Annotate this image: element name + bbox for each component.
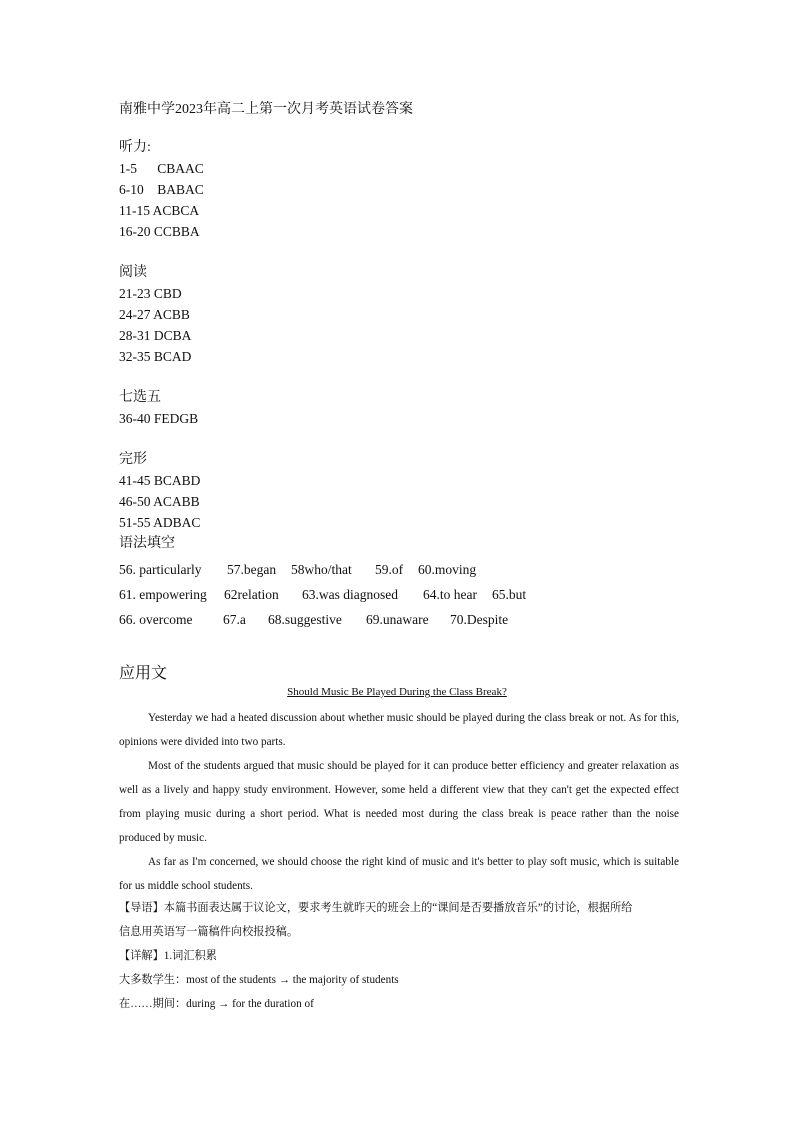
vocab-item: 大多数学生：most of the students → the majority of students — [119, 974, 399, 986]
answer-row: 1-5 CBAAC — [119, 161, 204, 176]
listening-heading: 听力: — [119, 140, 151, 155]
grammar-answer: 60.moving — [418, 562, 477, 577]
seven-five-section — [119, 387, 198, 429]
answer-row: 6-10 BABAC — [119, 182, 204, 197]
answer-row: 32-35 BCAD — [119, 349, 192, 364]
grammar-answer: 66. overcome — [119, 612, 193, 627]
grammar-answer: 63.was diagnosed — [302, 587, 398, 602]
grammar-answer: 68.suggestive — [268, 612, 342, 627]
essay-title: Should Music Be Played During the Class Break? — [287, 686, 507, 698]
answer-row: 46-50 ACABB — [119, 494, 200, 509]
grammar-answer: 64.to hear — [423, 587, 477, 602]
essay-paragraph: As far as I'm concerned, we should choose the right kind of music and it's better to play soft music, which is suitable for us middle school students. — [119, 856, 679, 892]
guide-text: 信息用英语写一篇稿件向校报投稿。 — [119, 926, 299, 938]
grammar-answer: 69.unaware — [366, 612, 429, 627]
grammar-answer: 59.of — [375, 562, 404, 577]
grammar-answer: 58who/that — [291, 562, 352, 577]
answer-row: 41-45 BCABD — [119, 473, 201, 488]
detail-heading: 【详解】1.词汇积累 — [119, 950, 217, 962]
writing-heading: 应用文 — [119, 665, 168, 682]
reading-heading: 阅读 — [119, 265, 147, 280]
grammar-answer: 62relation — [224, 587, 279, 602]
vocab-item: 在……期间：during → for the duration of — [119, 998, 314, 1010]
grammar-answer: 56. particularly — [119, 562, 202, 577]
essay-paragraph: Yesterday we had a heated discussion about whether music should be played during the class break or not. As for this, opinions were divided into two parts. — [119, 712, 679, 748]
cloze-section — [119, 449, 200, 554]
answer-row: 16-20 CCBBA — [119, 224, 200, 239]
grammar-answer: 61. empowering — [119, 587, 207, 602]
essay-body — [119, 706, 679, 898]
listening-section — [119, 137, 204, 242]
reading-section — [119, 262, 191, 367]
answer-row: 36-40 FEDGB — [119, 411, 199, 426]
cloze-heading: 完形 — [119, 452, 147, 467]
seven-five-heading: 七选五 — [119, 390, 161, 405]
grammar-heading: 语法填空 — [119, 536, 175, 551]
answer-row: 28-31 DCBA — [119, 328, 192, 343]
grammar-answer: 57.began — [227, 562, 277, 577]
grammar-answer: 65.but — [492, 587, 527, 602]
page-title: 南雅中学2023年高二上第一次月考英语试卷答案 — [119, 102, 413, 117]
grammar-answer: 70.Despite — [450, 612, 509, 627]
answer-row: 51-55 ADBAC — [119, 515, 201, 530]
essay-paragraph: Most of the students argued that music should be played for it can produce better efficiency and greater relaxation as well as a lively and happy study environment. However, some held a different view that they can't get the expected effect from playing music during a short period. What is needed most during the class break is peace rather than the noise produced by music. — [119, 760, 679, 844]
guide-text: 【导语】本篇书面表达属于议论文，要求考生就昨天的班会上的“课间是否要播放音乐”的讨论，根据所给 — [119, 902, 633, 914]
grammar-answer: 67.a — [223, 612, 246, 627]
explanation-notes — [119, 896, 679, 1016]
answer-row: 11-15 ACBCA — [119, 203, 200, 218]
answer-row: 24-27 ACBB — [119, 307, 190, 322]
answer-row: 21-23 CBD — [119, 286, 182, 301]
